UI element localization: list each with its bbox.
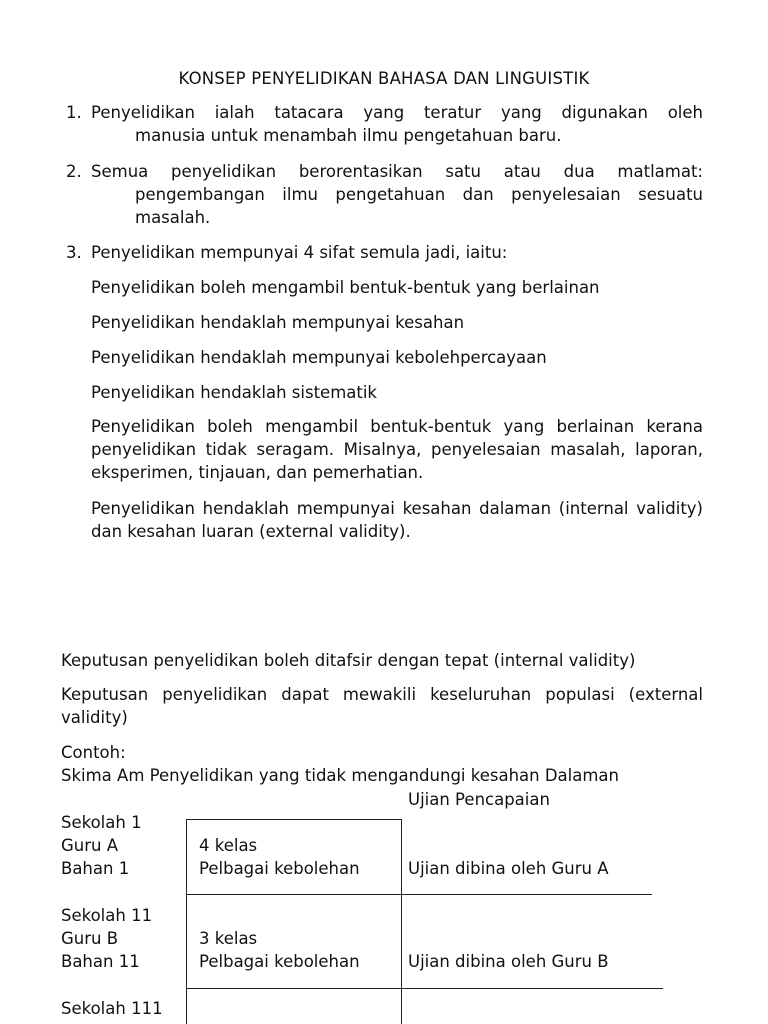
row-guru: Guru B <box>61 929 119 948</box>
sub-item: Penyelidikan boleh mengambil bentuk-bentuk yang berlainan <box>91 278 600 297</box>
item-line: Penyelidikan ialah tatacara yang teratur yang digunakan oleh <box>91 103 703 122</box>
table-left-border <box>186 819 187 1024</box>
sub-item: Penyelidikan hendaklah mempunyai kesahan <box>91 313 465 332</box>
row-kelas: 4 kelas <box>199 836 258 855</box>
paragraph: Keputusan penyelidikan dapat mewakili keseluruhan populasi (external validity) <box>61 685 703 727</box>
row-ujian: Ujian dibina oleh Guru A <box>408 859 609 878</box>
numbered-item-1 <box>66 101 703 147</box>
sub-paragraph: Penyelidikan hendaklah mempunyai kesahan dalaman (internal validity) dan kesahan luaran (external validity). <box>91 499 703 541</box>
row-kebolehan: Pelbagai kebolehan <box>199 859 360 878</box>
example-caption: Skima Am Penyelidikan yang tidak mengandungi kesahan Dalaman <box>61 766 619 785</box>
row-kebolehan: Pelbagai kebolehan <box>199 952 360 971</box>
page-title: KONSEP PENYELIDIKAN BAHASA DAN LINGUISTIK <box>178 69 590 88</box>
table-top-border <box>186 819 402 820</box>
column-header: Ujian Pencapaian <box>408 790 550 809</box>
paragraph: Keputusan penyelidikan boleh ditafsir dengan tepat (internal validity) <box>61 651 636 670</box>
numbered-item-3 <box>66 241 703 264</box>
item-line: Semua penyelidikan berorentasikan satu atau dua matlamat: <box>91 162 703 181</box>
sub-paragraph: Penyelidikan boleh mengambil bentuk-bentuk yang berlainan kerana penyelidikan tidak seragam. Misalnya, penyelesaian masalah, laporan, eksperimen, tinjauan, dan pemerhatian. <box>91 417 703 482</box>
table-right-border <box>401 819 402 1024</box>
row-sekolah: Sekolah 111 <box>61 999 163 1018</box>
row-bahan: Bahan 11 <box>61 952 140 971</box>
row-bahan: Bahan 1 <box>61 859 130 878</box>
row-guru: Guru A <box>61 836 119 855</box>
example-label: Contoh: <box>61 743 126 762</box>
sub-item: Penyelidikan hendaklah mempunyai kebolehpercayaan <box>91 348 547 367</box>
row-ujian: Ujian dibina oleh Guru B <box>408 952 609 971</box>
item-line: Penyelidikan mempunyai 4 sifat semula jadi, iaitu: <box>91 243 508 262</box>
row-kelas: 3 kelas <box>199 929 258 948</box>
item-number: 2. <box>66 162 82 181</box>
item-number: 3. <box>66 243 82 262</box>
sub-item: Penyelidikan hendaklah sistematik <box>91 383 377 402</box>
row-divider <box>186 894 652 895</box>
row-sekolah: Sekolah 1 <box>61 813 142 832</box>
row-divider <box>186 988 663 989</box>
item-line: masalah. <box>135 208 211 227</box>
item-line: pengembangan ilmu pengetahuan dan penyelesaian sesuatu <box>135 185 703 204</box>
item-line: manusia untuk menambah ilmu pengetahuan baru. <box>135 126 562 145</box>
numbered-item-2 <box>66 160 703 229</box>
row-sekolah: Sekolah 11 <box>61 906 153 925</box>
item-number: 1. <box>66 103 82 122</box>
